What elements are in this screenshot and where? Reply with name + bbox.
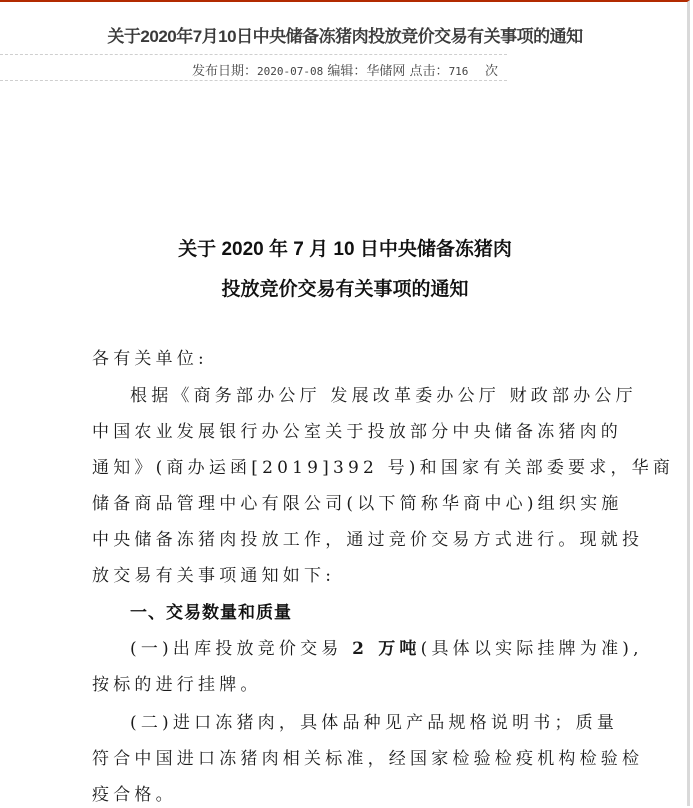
document-body xyxy=(0,92,690,808)
editor-label: 编辑： xyxy=(323,64,367,79)
document-title-line-1: 关于 2020 年 7 月 10 日中央储备冻猪肉 xyxy=(178,239,512,260)
paragraph-line: 中国农业发展银行办公室关于投放部分中央储备冻猪肉的 xyxy=(92,422,622,442)
clicks-label: 点击： xyxy=(405,64,449,79)
article-title: 关于2020年7月10日中央储备冻猪肉投放竞价交易有关事项的通知 xyxy=(107,27,583,46)
item-1-line-2: 按标的进行挂牌。 xyxy=(92,675,262,695)
paragraph-line: 根据《商务部办公厅 发展改革委办公厅 财政部办公厅 xyxy=(130,386,637,406)
item-1-quantity: 2 万吨 xyxy=(352,639,421,659)
paragraph-line: 放交易有关事项通知如下: xyxy=(92,566,336,586)
paragraph-line: 储备商品管理中心有限公司(以下简称华商中心)组织实施 xyxy=(92,494,623,514)
click-count: 716 xyxy=(448,65,469,78)
document-title-line-2: 投放竞价交易有关事项的通知 xyxy=(221,279,469,300)
item-2-line: (二)进口冻猪肉，具体品种见产品规格说明书；质量 xyxy=(130,713,619,733)
item-2-line: 疫合格。 xyxy=(92,785,177,805)
date-label: 发布日期： xyxy=(192,64,258,79)
divider-top xyxy=(0,54,507,55)
divider-bottom xyxy=(0,80,507,81)
item-1-line-1 xyxy=(130,634,643,659)
paragraph-line: 中央储备冻猪肉投放工作，通过竞价交易方式进行。现就投 xyxy=(92,530,644,550)
clicks-suffix: 次 xyxy=(468,64,498,79)
item-2-line: 符合中国进口冻猪肉相关标准，经国家检验检疫机构检验检 xyxy=(92,749,644,769)
section-heading: 一、交易数量和质量 xyxy=(130,603,292,622)
article-meta xyxy=(0,60,690,79)
paragraph-line: 通知》(商办运函[2019]392 号)和国家有关部委要求，华商 xyxy=(92,458,675,478)
item-1-prefix: (一)出库投放竞价交易 xyxy=(130,639,353,659)
publish-date: 2020-07-08 xyxy=(257,65,324,78)
editor-name: 华储网 xyxy=(366,64,406,79)
salutation: 各有关单位: xyxy=(92,349,208,369)
item-1-suffix: (具体以实际挂牌为准), xyxy=(420,639,643,659)
